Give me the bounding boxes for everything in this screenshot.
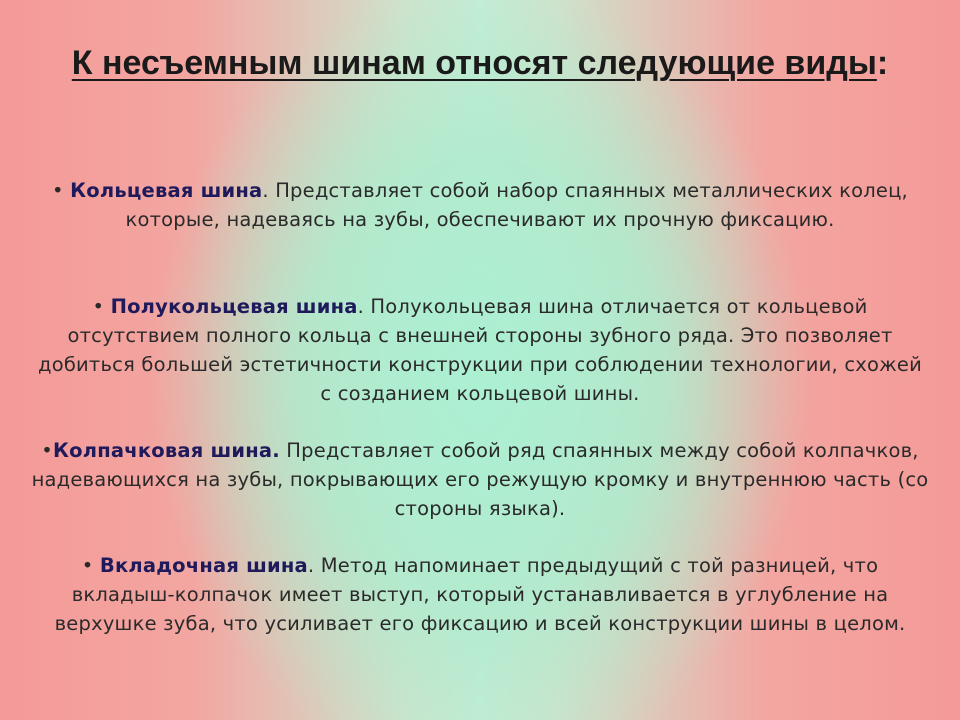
bullet-icon: • xyxy=(52,179,71,202)
item-text: . Метод напоминает предыдущий с той разницей, что вкладыш-колпачок имеет выступ, который устанавливается в углубление на верхушке зуба, что усиливает его фиксацию и всей конструкции шины в целом. xyxy=(54,554,906,635)
item-text: Представляет собой ряд спаянных между собой колпачков, надевающихся на зубы, покрывающих его режущую кромку и внутреннюю часть (со стороны языка). xyxy=(31,439,929,520)
list-item-ring-splint xyxy=(30,176,930,234)
slide-title xyxy=(20,38,940,88)
item-term: Колпачковая шина. xyxy=(53,439,280,462)
item-term: Полукольцевая шина xyxy=(110,295,358,318)
bullet-icon: • xyxy=(81,554,100,577)
bullet-icon: • xyxy=(41,439,53,462)
list-item-cap-splint xyxy=(30,436,930,523)
list-item-half-ring-splint xyxy=(30,292,930,408)
item-text: . Полукольцевая шина отличается от кольцевой отсутствием полного кольца с внешней стороны зубного ряда. Это позволяет добиться большей эстетичности конструкции при соблюдении технологии, схожей с созданием кольцевой шины. xyxy=(38,295,922,405)
list-item-inlay-splint xyxy=(30,551,930,638)
slide-title-colon: : xyxy=(876,44,889,82)
item-term: Вкладочная шина xyxy=(99,554,308,577)
item-text: . Представляет собой набор спаянных металлических колец, которые, надеваясь на зубы, обеспечивают их прочную фиксацию. xyxy=(125,179,908,231)
slide-title-text: К несъемным шинам относят следующие виды xyxy=(71,44,877,82)
bullet-icon: • xyxy=(92,295,111,318)
item-term: Кольцевая шина xyxy=(70,179,263,202)
